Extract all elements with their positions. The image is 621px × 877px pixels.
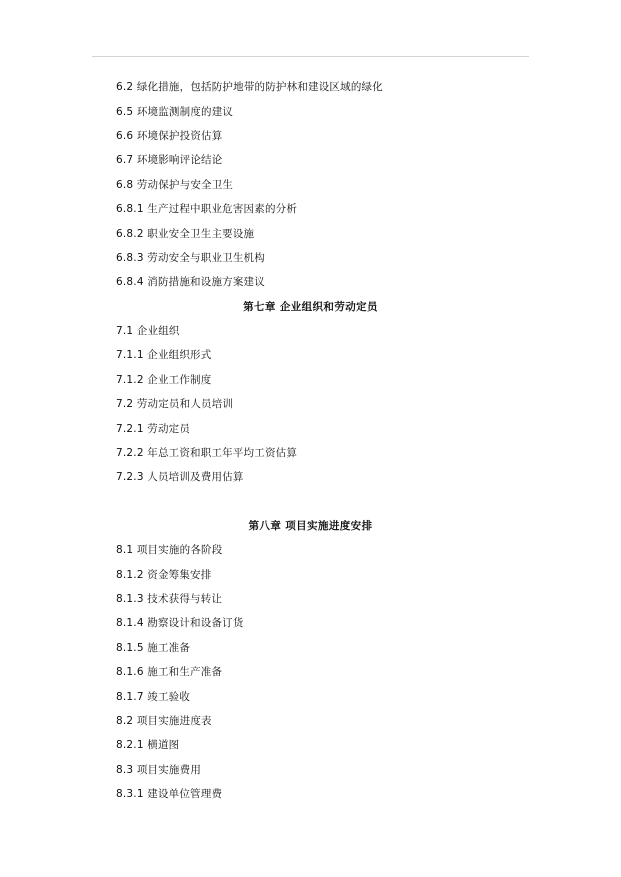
- toc-item: 6.8.1 生产过程中职业危害因素的分析: [116, 203, 298, 215]
- toc-item: 7.1 企业组织: [116, 325, 180, 337]
- toc-item: 8.1.6 施工和生产准备: [116, 666, 223, 678]
- toc-item: 7.2.1 劳动定员: [116, 423, 191, 435]
- toc-item: 8.1.3 技术获得与转让: [116, 593, 223, 605]
- toc-item: 8.1.5 施工准备: [116, 642, 191, 654]
- toc-item: 7.2 劳动定员和人员培训: [116, 398, 234, 410]
- toc-item: 6.5 环境监测制度的建议: [116, 106, 234, 118]
- toc-item: 8.2 项目实施进度表: [116, 715, 212, 727]
- toc-item: 7.1.1 企业组织形式: [116, 349, 212, 361]
- toc-item: 8.3.1 建设单位管理费: [116, 788, 223, 800]
- toc-item: 6.7 环境影响评论结论: [116, 154, 223, 166]
- toc-item: 7.2.2 年总工资和职工年平均工资估算: [116, 447, 298, 459]
- toc-item: 8.2.1 横道图: [116, 739, 180, 751]
- toc-item: 6.8.3 劳动安全与职业卫生机构: [116, 252, 265, 264]
- toc-item: 6.8.4 消防措施和设施方案建议: [116, 276, 265, 288]
- toc-item: 6.6 环境保护投资估算: [116, 130, 223, 142]
- toc-item: 6.8.2 职业安全卫生主要设施: [116, 228, 255, 240]
- toc-item: 8.1 项目实施的各阶段: [116, 544, 223, 556]
- toc-item: 8.3 项目实施费用: [116, 764, 202, 776]
- toc-item: 8.1.2 资金筹集安排: [116, 569, 212, 581]
- chapter-heading-8: 第八章 项目实施进度安排: [248, 520, 373, 532]
- toc-item: 6.2 绿化措施，包括防护地带的防护林和建设区域的绿化: [116, 81, 383, 93]
- toc-item: 6.8 劳动保护与安全卫生: [116, 179, 234, 191]
- chapter-heading-7: 第七章 企业组织和劳动定员: [243, 301, 378, 313]
- toc-item: 7.2.3 人员培训及费用估算: [116, 471, 244, 483]
- toc-item: 8.1.7 竣工验收: [116, 691, 191, 703]
- header-divider: [92, 56, 529, 57]
- toc-item: 7.1.2 企业工作制度: [116, 374, 212, 386]
- toc-item: 8.1.4 勘察设计和设备订货: [116, 617, 244, 629]
